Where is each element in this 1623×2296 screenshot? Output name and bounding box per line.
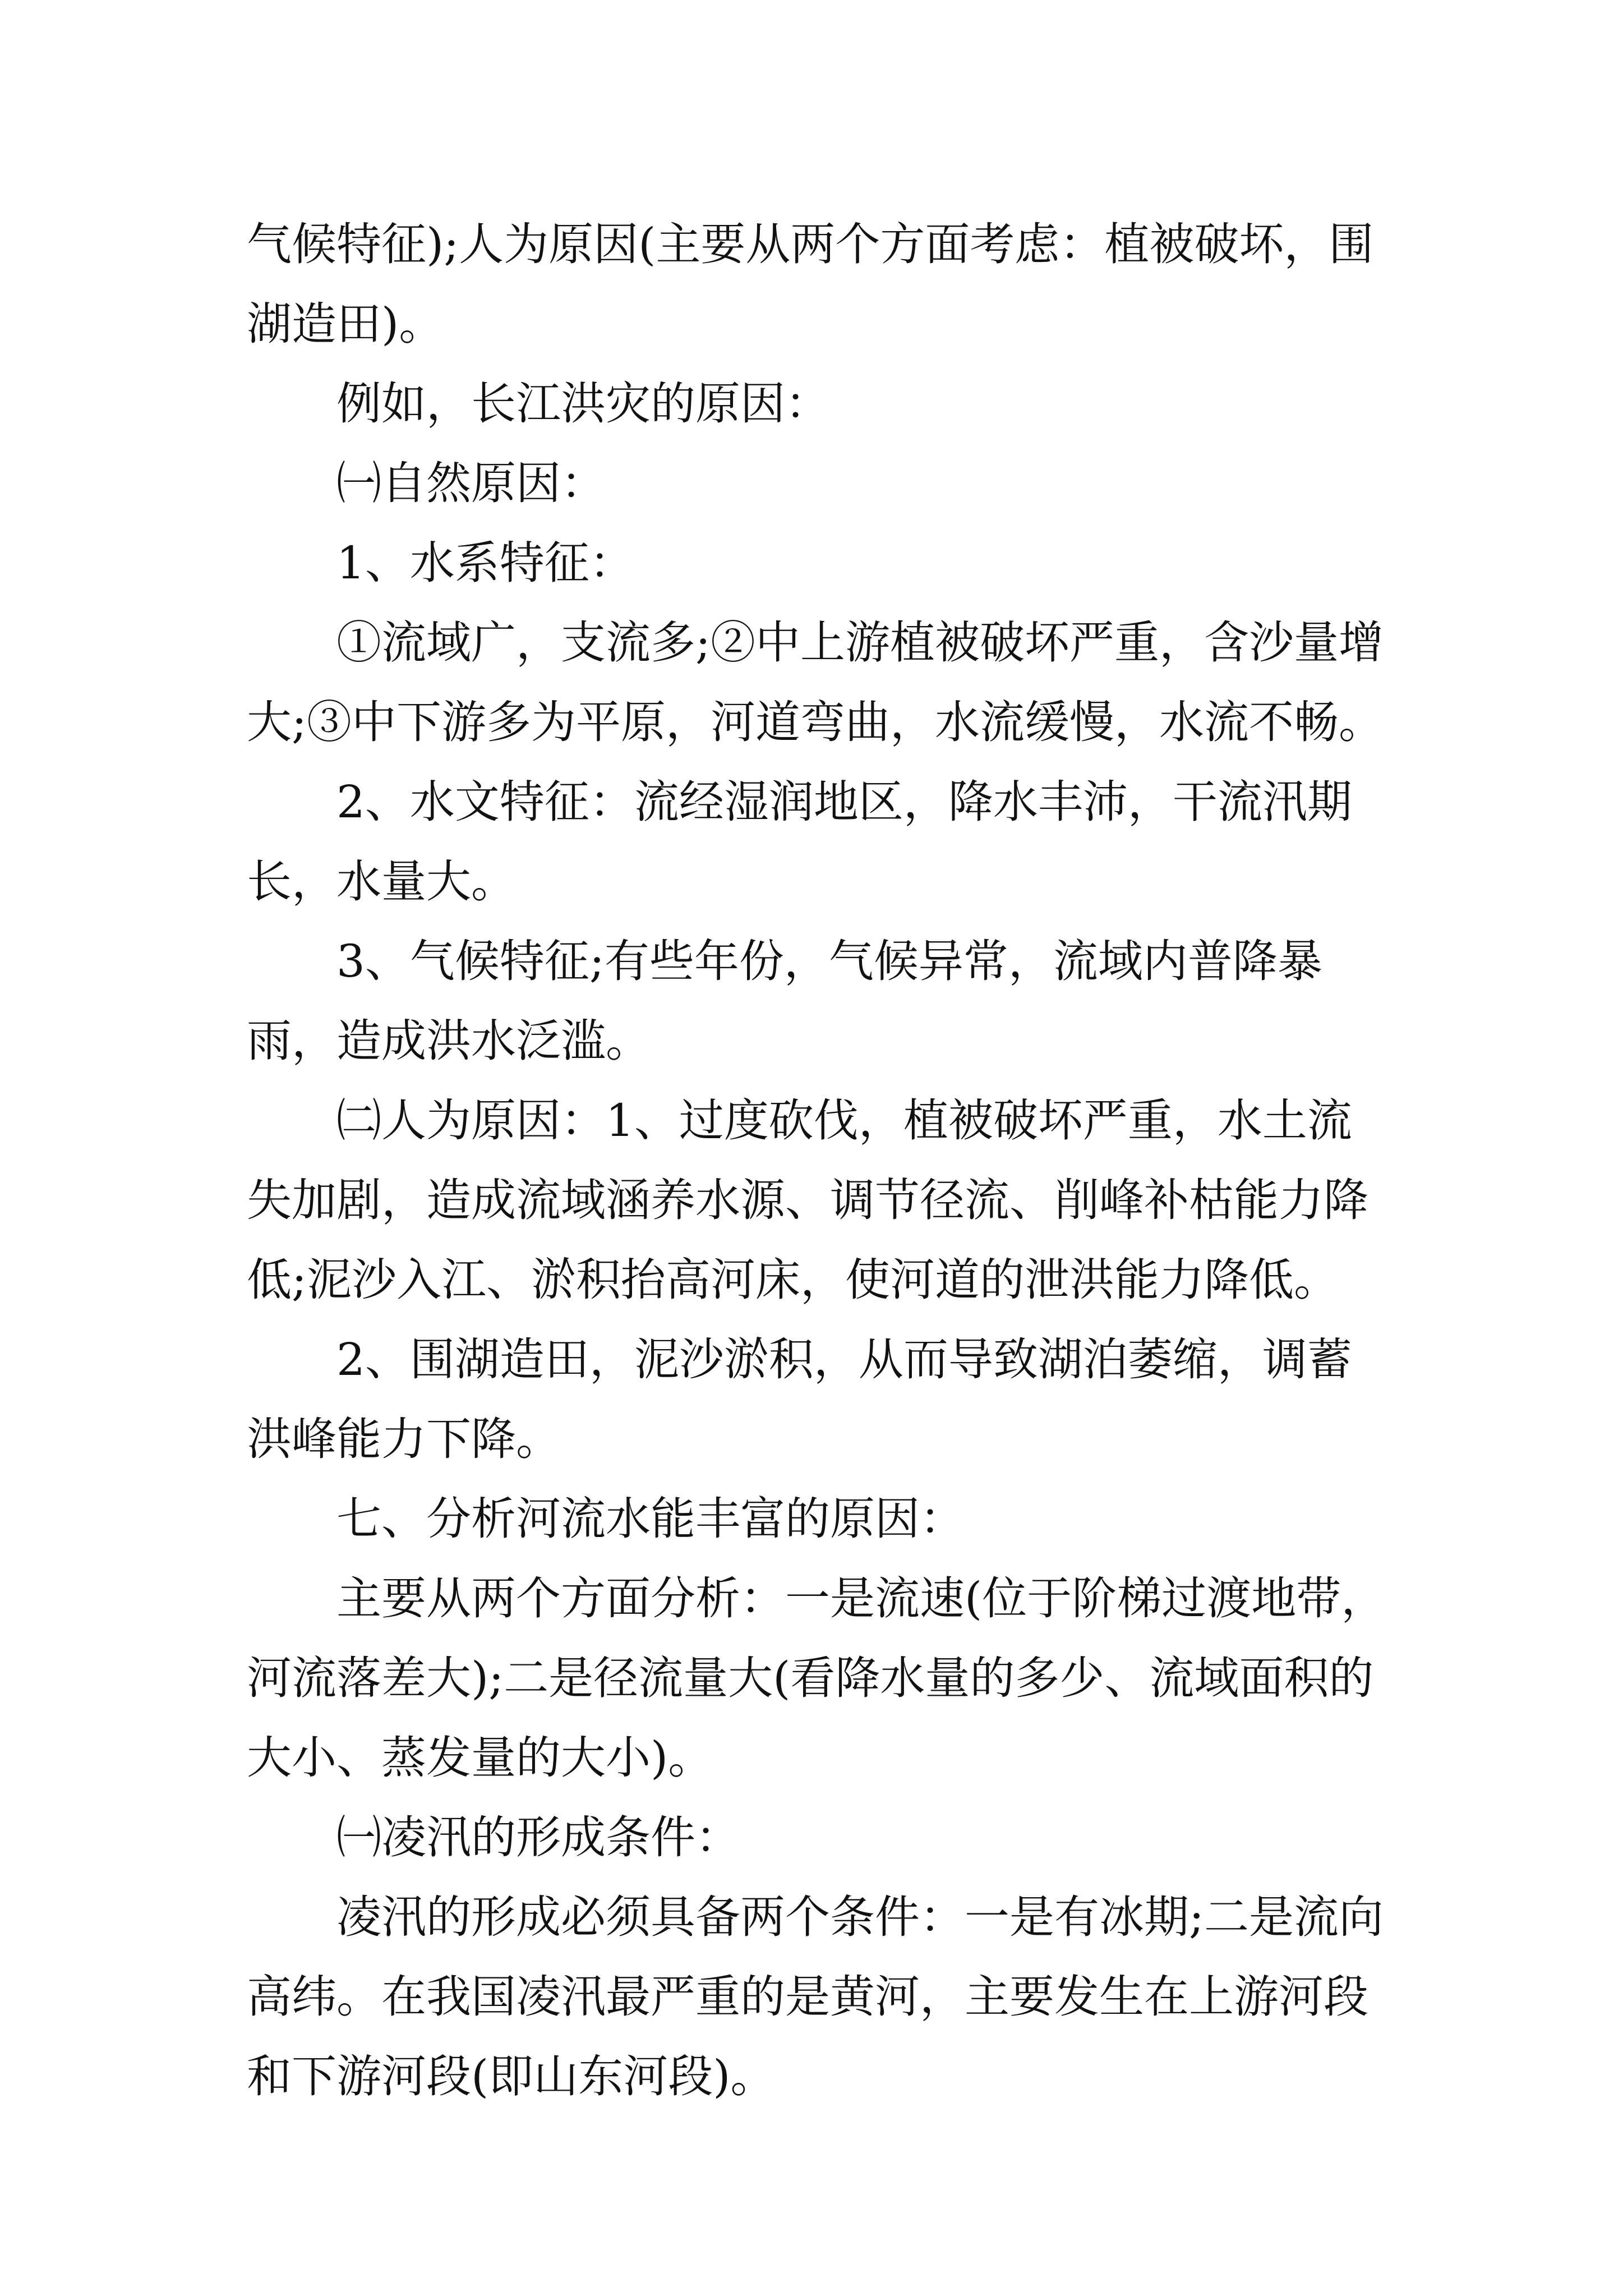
paragraph-9: 2、围湖造田，泥沙淤积，从而导致湖泊萎缩，调蓄洪峰能力下降。 — [247, 1333, 1352, 1465]
paragraph-8: ㈡人为原因：1、过度砍伐，植被破坏严重，水土流失加剧，造成流域涵养水源、调节径流、削峰补枯能力降低;泥沙入江、淤积抬高河床，使河道的泄洪能力降低。 — [247, 1094, 1368, 1306]
paragraph-6: 2、水文特征：流经湿润地区，降水丰沛，干流汛期长，水量大。 — [247, 776, 1352, 908]
paragraph-4: 1、水系特征： — [336, 537, 634, 589]
paragraph-5: ①流域广，支流多;②中上游植被破坏严重，含沙量增大;③中下游多为平原，河道弯曲，水流缓慢，水流不畅。 — [247, 616, 1384, 748]
paragraph-13: 凌汛的形成必须具备两个条件：一是有冰期;二是流向高纬。在我国凌汛最严重的是黄河，主要发生在上游河段和下游河段(即山东河段)。 — [247, 1891, 1384, 2102]
paragraph-1: 气候特征);人为原因(主要从两个方面考虑：植被破坏，围湖造田)。 — [247, 218, 1374, 350]
paragraph-2: 例如，长江洪灾的原因： — [336, 378, 830, 430]
paragraph-3: ㈠自然原因： — [336, 457, 606, 509]
paragraph-7: 3、气候特征;有些年份，气候异常，流域内普降暴雨，造成洪水泛滥。 — [247, 935, 1322, 1067]
paragraph-12: ㈠凌汛的形成条件： — [336, 1811, 740, 1864]
paragraph-11: 主要从两个方面分析：一是流速(位于阶梯过渡地带，河流落差大);二是径流量大(看降水量的多少、流域面积的大小、蒸发量的大小)。 — [247, 1572, 1386, 1784]
paragraph-10: 七、分析河流水能丰富的原因： — [336, 1493, 965, 1545]
document-body — [247, 205, 1391, 2116]
